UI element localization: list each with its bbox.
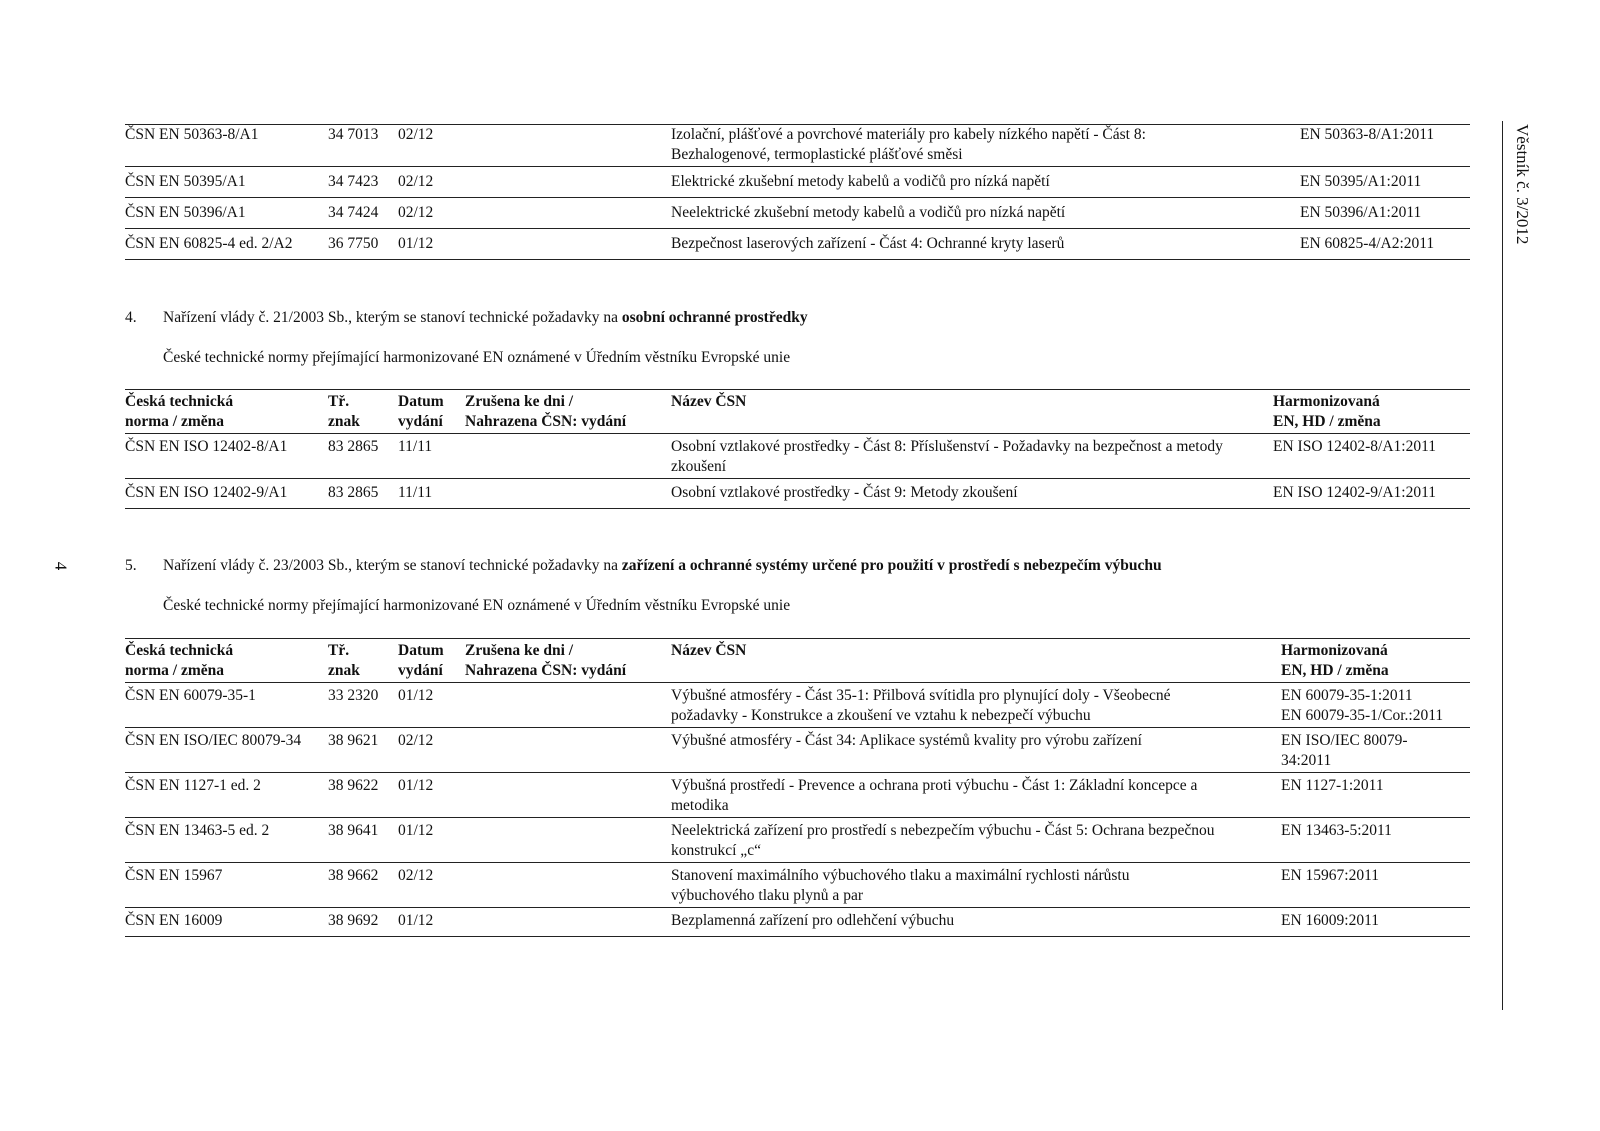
header-harm: Harmonizovaná EN, HD / změna <box>1273 390 1470 434</box>
zrusena-cell <box>465 863 671 908</box>
datum-cell: 02/12 <box>398 728 465 773</box>
norm-cell: ČSN EN ISO/IEC 80079-34 <box>125 728 328 773</box>
zrusena-cell <box>465 818 671 863</box>
datum-cell: 01/12 <box>398 908 465 937</box>
znak-cell: 34 7013 <box>328 125 398 167</box>
journal-title: Věstník č. 3/2012 <box>1513 124 1532 245</box>
section-title-plain: Nařízení vlády č. 23/2003 Sb., kterým se stanoví technické požadavky na <box>163 557 622 574</box>
norm-cell: ČSN EN 50363-8/A1 <box>125 125 328 167</box>
nazev-cell: Výbušné atmosféry - Část 35-1: Přilbová svítidla pro plynující doly - Všeobecné požadavky - Konstrukce a zkoušení ve vztahu k nebezpečí výbuchu <box>671 683 1281 728</box>
nazev-cell: Výbušné atmosféry - Část 34: Aplikace systémů kvality pro výrobu zařízení <box>671 728 1281 773</box>
datum-cell: 02/12 <box>398 167 465 198</box>
header-znak: Tř. znak <box>328 390 398 434</box>
harm-cell: EN 60825-4/A2:2011 <box>1286 229 1470 260</box>
datum-cell: 02/12 <box>398 125 465 167</box>
datum-cell: 01/12 <box>398 683 465 728</box>
zrusena-cell <box>465 125 671 167</box>
zrusena-cell <box>465 167 671 198</box>
datum-cell: 01/12 <box>398 818 465 863</box>
header-zrusena: Zrušena ke dni / Nahrazena ČSN: vydání <box>465 639 671 683</box>
znak-cell: 38 9692 <box>328 908 398 937</box>
norm-cell: ČSN EN ISO 12402-8/A1 <box>125 434 328 479</box>
norm-cell: ČSN EN 60079-35-1 <box>125 683 328 728</box>
norm-cell: ČSN EN ISO 12402-9/A1 <box>125 479 328 509</box>
datum-cell: 02/12 <box>398 863 465 908</box>
table-header <box>125 639 1470 683</box>
datum-cell: 01/12 <box>398 773 465 818</box>
nazev-cell: Neelektrické zkušební metody kabelů a vodičů pro nízká napětí <box>671 198 1286 229</box>
znak-cell: 38 9662 <box>328 863 398 908</box>
datum-cell: 11/11 <box>398 479 465 509</box>
zrusena-cell <box>465 773 671 818</box>
nazev-cell: Neelektrická zařízení pro prostředí s nebezpečím výbuchu - Část 5: Ochrana bezpečnou konstrukcí „c“ <box>671 818 1281 863</box>
harm-cell: EN 50395/A1:2011 <box>1286 167 1470 198</box>
table-row <box>125 863 1470 908</box>
znak-cell: 83 2865 <box>328 479 398 509</box>
norm-cell: ČSN EN 16009 <box>125 908 328 937</box>
section-title <box>163 556 1162 576</box>
harm-cell: EN 15967:2011 <box>1281 863 1470 908</box>
header-norm: Česká technická norma / změna <box>125 639 328 683</box>
table-row <box>125 908 1470 937</box>
zrusena-cell <box>465 434 671 479</box>
harm-cell: EN 50396/A1:2011 <box>1286 198 1470 229</box>
section-title-bold: osobní ochranné prostředky <box>621 309 808 326</box>
harm-cell: EN 50363-8/A1:2011 <box>1286 125 1470 167</box>
harm-cell: EN 13463-5:2011 <box>1281 818 1470 863</box>
section-title <box>163 308 808 328</box>
table-header <box>125 390 1470 434</box>
section-title-bold: zařízení a ochranné systémy určené pro použití v prostředí s nebezpečím výbuchu <box>621 557 1162 574</box>
nazev-cell: Bezpečnost laserových zařízení - Část 4: Ochranné kryty laserů <box>671 229 1286 260</box>
znak-cell: 83 2865 <box>328 434 398 479</box>
section-number: 4. <box>125 309 137 326</box>
znak-cell: 38 9622 <box>328 773 398 818</box>
datum-cell: 02/12 <box>398 198 465 229</box>
header-zrusena: Zrušena ke dni / Nahrazena ČSN: vydání <box>465 390 671 434</box>
table-row <box>125 728 1470 773</box>
znak-cell: 33 2320 <box>328 683 398 728</box>
table-row <box>125 773 1470 818</box>
znak-cell: 34 7424 <box>328 198 398 229</box>
table-row <box>125 434 1470 479</box>
zrusena-cell <box>465 229 671 260</box>
norm-cell: ČSN EN 13463-5 ed. 2 <box>125 818 328 863</box>
header-nazev: Název ČSN <box>671 390 1273 434</box>
table-row <box>125 818 1470 863</box>
nazev-cell: Izolační, plášťové a povrchové materiály pro kabely nízkého napětí - Část 8: Bezhalogenové, termoplastické plášťové směsi <box>671 125 1286 167</box>
norm-cell: ČSN EN 60825-4 ed. 2/A2 <box>125 229 328 260</box>
table-row <box>125 167 1470 198</box>
nazev-cell: Stanovení maximálního výbuchového tlaku a maximální rychlosti nárůstu výbuchového tlaku plynů a par <box>671 863 1281 908</box>
zrusena-cell <box>465 908 671 937</box>
norm-cell: ČSN EN 15967 <box>125 863 328 908</box>
harm-cell: EN ISO/IEC 80079-34:2011 <box>1281 728 1470 773</box>
nazev-cell: Osobní vztlakové prostředky - Část 8: Příslušenství - Požadavky na bezpečnost a metody zkoušení <box>671 434 1273 479</box>
table-section3-continued <box>125 124 1470 260</box>
zrusena-cell <box>465 198 671 229</box>
section-title-plain: Nařízení vlády č. 21/2003 Sb., kterým se stanoví technické požadavky na <box>163 309 622 326</box>
norm-cell: ČSN EN 50395/A1 <box>125 167 328 198</box>
table-section5 <box>125 638 1470 937</box>
table-section4 <box>125 389 1470 509</box>
margin-rule <box>1502 121 1503 1010</box>
section-4-subtitle: České technické normy přejímající harmonizované EN oznámené v Úředním věstníku Evropské unie <box>163 349 791 366</box>
table-row <box>125 125 1470 167</box>
header-znak: Tř. znak <box>328 639 398 683</box>
harm-cell: EN 16009:2011 <box>1281 908 1470 937</box>
zrusena-cell <box>465 683 671 728</box>
harm-cell: EN ISO 12402-9/A1:2011 <box>1273 479 1470 509</box>
header-nazev: Název ČSN <box>671 639 1281 683</box>
harm-cell: EN 60079-35-1:2011 EN 60079-35-1/Cor.:2011 <box>1281 683 1470 728</box>
table-row <box>125 479 1470 509</box>
nazev-cell: Elektrické zkušební metody kabelů a vodičů pro nízká napětí <box>671 167 1286 198</box>
table-row <box>125 229 1470 260</box>
zrusena-cell <box>465 479 671 509</box>
section-number: 5. <box>125 557 137 574</box>
znak-cell: 34 7423 <box>328 167 398 198</box>
znak-cell: 38 9641 <box>328 818 398 863</box>
nazev-cell: Osobní vztlakové prostředky - Část 9: Metody zkoušení <box>671 479 1273 509</box>
header-datum: Datum vydání <box>398 390 465 434</box>
norm-cell: ČSN EN 1127-1 ed. 2 <box>125 773 328 818</box>
znak-cell: 38 9621 <box>328 728 398 773</box>
harm-cell: EN ISO 12402-8/A1:2011 <box>1273 434 1470 479</box>
harm-cell: EN 1127-1:2011 <box>1281 773 1470 818</box>
norm-cell: ČSN EN 50396/A1 <box>125 198 328 229</box>
datum-cell: 11/11 <box>398 434 465 479</box>
header-datum: Datum vydání <box>398 639 465 683</box>
nazev-cell: Bezplamenná zařízení pro odlehčení výbuchu <box>671 908 1281 937</box>
section-5-subtitle: České technické normy přejímající harmonizované EN oznámené v Úředním věstníku Evropské unie <box>163 597 791 614</box>
header-harm: Harmonizovaná EN, HD / změna <box>1281 639 1470 683</box>
table-row <box>125 198 1470 229</box>
znak-cell: 36 7750 <box>328 229 398 260</box>
page-number: 4 <box>51 561 71 571</box>
nazev-cell: Výbušná prostředí - Prevence a ochrana proti výbuchu - Část 1: Základní koncepce a metodika <box>671 773 1281 818</box>
zrusena-cell <box>465 728 671 773</box>
header-norm: Česká technická norma / změna <box>125 390 328 434</box>
datum-cell: 01/12 <box>398 229 465 260</box>
table-row <box>125 683 1470 728</box>
